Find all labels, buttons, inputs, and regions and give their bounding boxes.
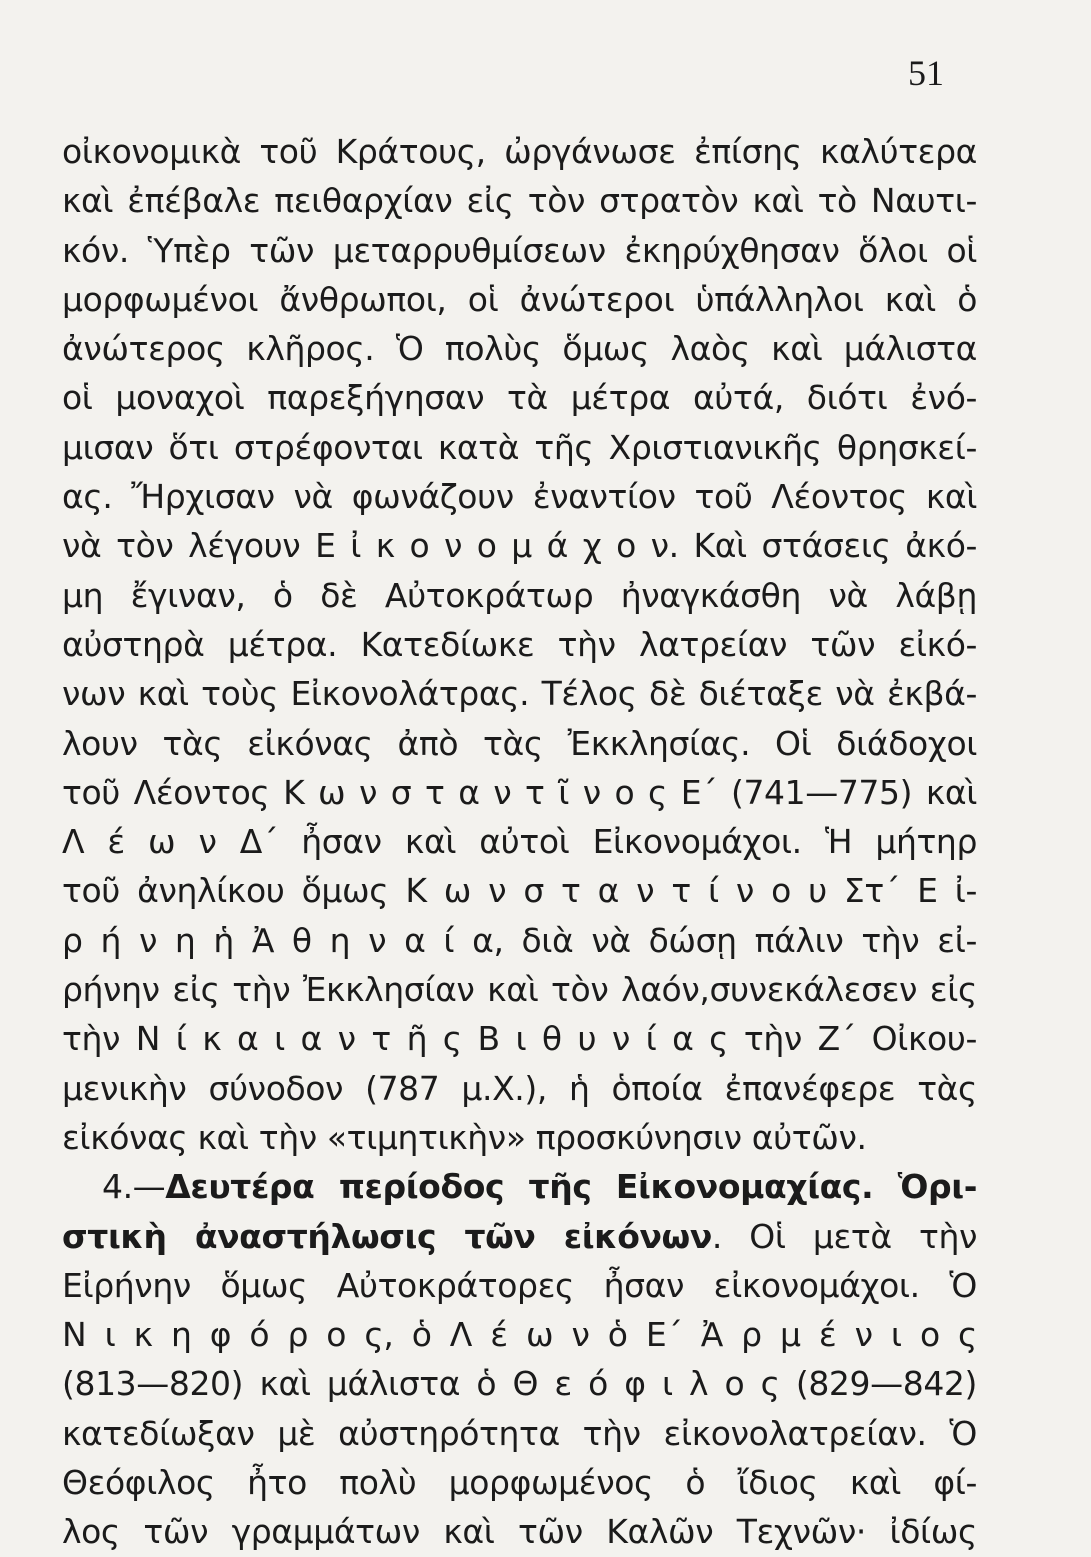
section-title-continued: στικὴ ἀναστήλωσις τῶν εἰκόνων (62, 1216, 712, 1256)
text-line: καὶ ἐπέβαλε πειθαρχίαν εἰς τὸν στρατὸν καὶ τὸ Ναυτι- (62, 181, 977, 221)
page-number: 51 (908, 53, 944, 93)
text-line: τοῦ ἀνηλίκου ὅμως Κ ω ν σ τ α ν τ ί ν ο υ Στ΄ Ε ἰ- (62, 871, 977, 911)
text-line: λουν τὰς εἰκόνας ἀπὸ τὰς Ἐκκλησίας. Οἱ διάδοχοι (62, 723, 977, 763)
text-line: (813—820) καὶ μάλιστα ὁ Θ ε ό φ ι λ ο ς (829—842) (62, 1364, 977, 1404)
text-line: αὐστηρὰ μέτρα. Κατεδίωκε τὴν λατρείαν τῶν εἰκό- (62, 624, 977, 664)
text-line: εἰκόνας καὶ τὴν «τιμητικὴν» προσκύνησιν αὐτῶν. (62, 1117, 867, 1157)
text-line: κατεδίωξαν μὲ αὐστηρότητα τὴν εἰκονολατρείαν. Ὁ (62, 1413, 977, 1453)
text-line: Ν ι κ η φ ό ρ ο ς, ὁ Λ έ ω ν ὁ Ε΄ Ἀ ρ μ έ ν ι ο ς (62, 1315, 977, 1355)
text-line: κόν. Ὑπὲρ τῶν μεταρρυθμίσεων ἐκηρύχθησαν ὅλοι οἱ (62, 230, 977, 270)
text-line: ρ ή ν η ἡ Ἀ θ η ν α ί α, διὰ νὰ δώσῃ πάλιν τὴν εἰ- (62, 920, 977, 960)
text-line: ας. Ἤρχισαν νὰ φωνάζουν ἐναντίον τοῦ Λέοντος καὶ (62, 477, 977, 517)
section-number: 4.— (102, 1167, 166, 1207)
text-span: . Οἱ μετὰ τὴν (711, 1216, 977, 1256)
body-text (62, 127, 977, 1557)
text-line (62, 1212, 977, 1261)
text-line: ἀνώτερος κλῆρος. Ὁ πολὺς ὅμως λαὸς καὶ μάλιστα (62, 329, 977, 369)
text-line: Εἰρήνην ὅμως Αὐτοκράτορες ἦσαν εἰκονομάχοι. Ὁ (62, 1265, 977, 1305)
text-line: οἰκονομικὰ τοῦ Κράτους, ὠργάνωσε ἐπίσης καλύτερα (62, 132, 977, 171)
text-line: μη ἔγιναν, ὁ δὲ Αὐτοκράτωρ ἠναγκάσθη νὰ λάβῃ (62, 575, 977, 615)
text-line: ρήνην εἰς τὴν Ἐκκλησίαν καὶ τὸν λαόν,συνεκάλεσεν εἰς (62, 970, 977, 1010)
text-line: Θεόφιλος ἦτο πολὺ μορφωμένος ὁ ἴδιος καὶ φί- (62, 1463, 977, 1503)
text-line: μισαν ὅτι στρέφονται κατὰ τῆς Χριστιανικῆς θρησκεί- (62, 427, 977, 467)
text-line: νὰ τὸν λέγουν Ε ἰ κ ο ν ο μ ά χ ο ν. Καὶ στάσεις ἀκό- (62, 526, 977, 566)
text-line: λος τῶν γραμμάτων καὶ τῶν Καλῶν Τεχνῶν· ἰδίως (62, 1512, 977, 1552)
section-heading (62, 1162, 977, 1211)
text-line: οἱ μοναχοὶ παρεξήγησαν τὰ μέτρα αὐτά, διότι ἐνό- (62, 378, 977, 418)
text-line: Λ έ ω ν Δ΄ ἦσαν καὶ αὐτοὶ Εἰκονομάχοι. Ἡ μήτηρ (62, 822, 977, 862)
text-line: τὴν Ν ί κ α ι α ν τ ῆ ς Β ι θ υ ν ί α ς τὴν Ζ΄ Οἰκου- (62, 1019, 977, 1059)
text-line: μορφωμένοι ἄνθρωποι, οἱ ἀνώτεροι ὑπάλληλοι καὶ ὁ (62, 279, 977, 319)
text-line: τοῦ Λέοντος Κ ω ν σ τ α ν τ ῖ ν ο ς Ε΄ (741—775) καὶ (62, 772, 977, 812)
section-title: Δευτέρα περίοδος τῆς Εἰκονομαχίας. Ὁρι- (165, 1167, 977, 1207)
text-line: νων καὶ τοὺς Εἰκονολάτρας. Τέλος δὲ διέταξε νὰ ἐκβά- (62, 674, 977, 714)
text-line: μενικὴν σύνοδον (787 μ.Χ.), ἡ ὁποία ἐπανέφερε τὰς (62, 1068, 977, 1108)
